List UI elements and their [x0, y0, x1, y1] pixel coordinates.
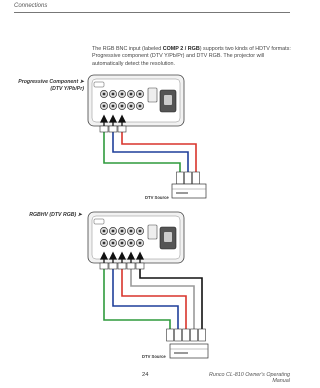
component-label-line1: Progressive Component ➤: [18, 79, 84, 85]
dtv-source-1: [172, 184, 206, 198]
page-number: 24: [142, 372, 149, 378]
section-title: Connections: [14, 3, 48, 9]
intro-text-after: ) supports two kinds of HDTV formats: Progressive component (DTV Y/Pb/Pr) and DTV RGB. The projector will automatically detect the resolution.: [92, 46, 291, 67]
dtv-source-label-1: DTV Source: [145, 195, 169, 200]
dtv-source-2: [170, 344, 208, 358]
rgbhv-label: RGBHV (DTV RGB) ➤: [29, 212, 82, 218]
cable-plugs-2: [100, 263, 206, 341]
intro-bold-label: COMP 2 / RGB: [162, 46, 200, 52]
cables-2: [104, 265, 202, 330]
dtv-source-label-2: DTV Source: [142, 354, 166, 359]
manual-title: Runco CL-810 Owner's Operating Manual: [208, 372, 290, 384]
component-label-line2: (DTV Y/Pb/Pr): [50, 86, 84, 92]
cable-plugs-1: [100, 126, 200, 184]
cables-1: [104, 128, 196, 173]
intro-text-before: The RGB BNC input (labeled: [92, 46, 163, 52]
